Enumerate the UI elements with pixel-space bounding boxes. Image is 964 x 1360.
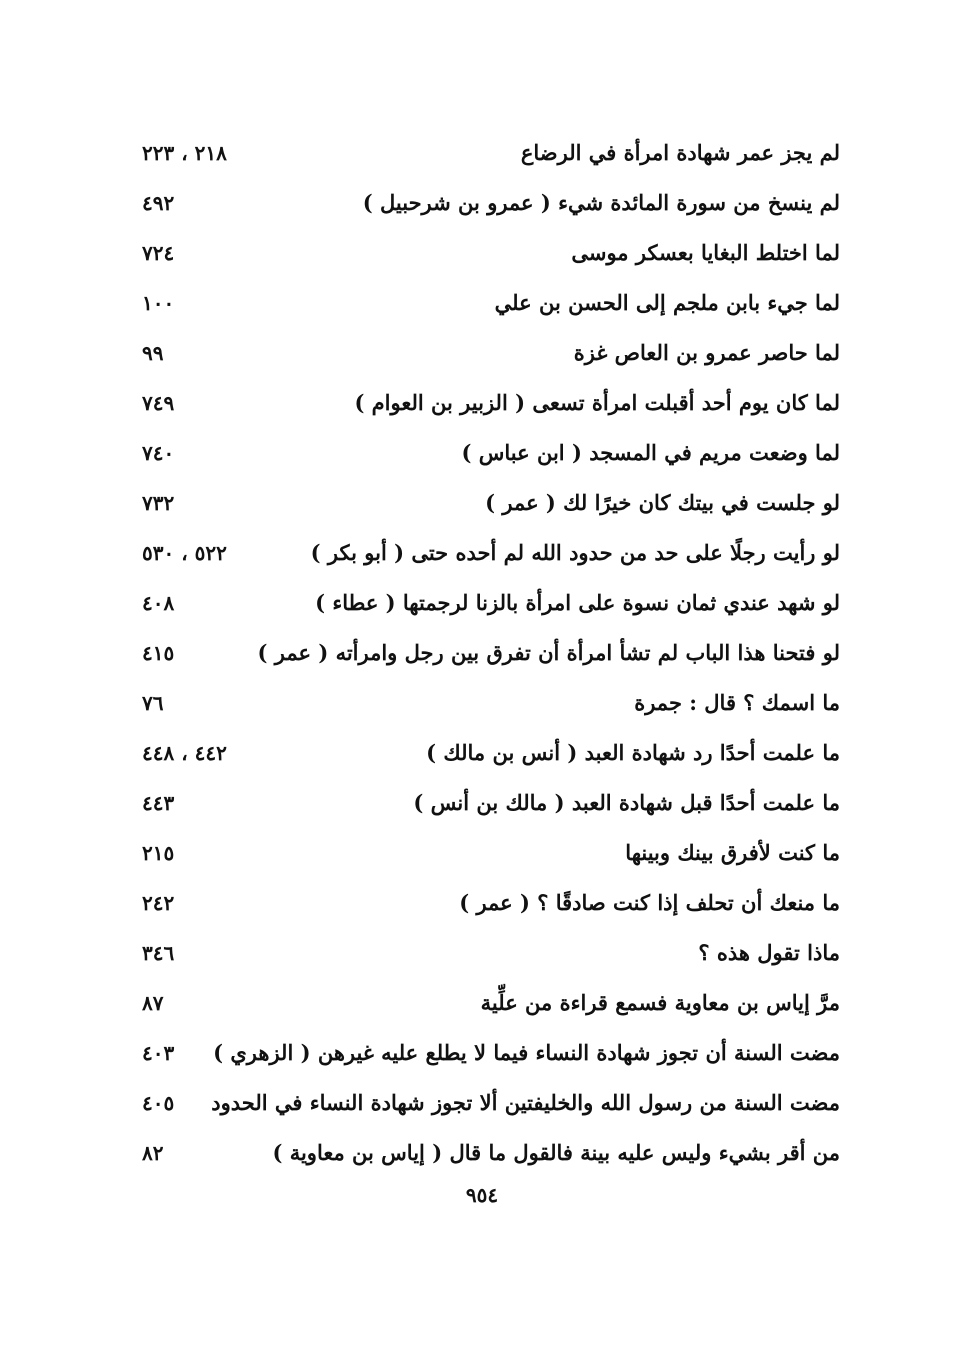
index-entry [130, 778, 840, 828]
entry-text: ما علمت أحدًا رد شهادة العبد ( أنس بن مالك ) [426, 740, 840, 765]
entry-page-refs: ٣٤٦ [142, 941, 175, 965]
entry-text: مرَّ إياس بن معاوية فسمع قراءة من علِّية [480, 990, 840, 1015]
entry-page-refs: ١٠٠ [142, 291, 175, 315]
entry-text: لو فتحنا هذا الباب لم تشأ امرأة أن تفرق بين رجل وامرأته ( عمر ) [257, 640, 840, 665]
entry-text: ما كنت لأفرق بينك وبينها [625, 840, 840, 865]
entry-page-refs: ٤٠٨ [142, 591, 175, 615]
index-entry [130, 128, 840, 178]
index-entry [130, 328, 840, 378]
entry-page-refs: ٤١٥ [142, 641, 175, 665]
index-entry [130, 1128, 840, 1178]
index-entry [130, 728, 840, 778]
entry-text: مضت السنة من رسول الله والخليفتين ألا تجوز شهادة النساء في الحدود [211, 1090, 840, 1115]
entry-text: لما وضعت مريم في المسجد ( ابن عباس ) [461, 440, 840, 465]
index-entry [130, 628, 840, 678]
entry-text: ما علمت أحدًا قبل شهادة العبد ( مالك بن أنس ) [413, 790, 840, 815]
entry-page-refs: ٤٩٢ [142, 191, 175, 215]
entry-text: مضت السنة أن تجوز شهادة النساء فيما لا يطلع عليه غيرهن ( الزهري ) [213, 1040, 840, 1065]
index-entry [130, 978, 840, 1028]
entry-page-refs: ٧٢٤ [142, 241, 175, 265]
entry-page-refs: ٤٤٢ ، ٤٤٨ [142, 741, 227, 765]
entry-text: لو جلست في بيتك كان خيرًا لك ( عمر ) [485, 490, 840, 515]
entry-text: لما كان يوم أحد أقبلت امرأة تسعى ( الزبير بن العوام ) [354, 390, 840, 415]
entry-text: لما اختلط البغايا بعسكر موسى [571, 240, 840, 265]
entry-page-refs: ٧٣٢ [142, 491, 175, 515]
entry-page-refs: ٧٤٩ [142, 391, 175, 415]
index-entry [130, 678, 840, 728]
entry-page-refs: ٨٧ [142, 991, 164, 1015]
page-number: ٩٥٤ [465, 1183, 499, 1207]
entry-page-refs: ٢١٥ [142, 841, 175, 865]
index-entry [130, 878, 840, 928]
entry-text: لو رأيت رجلًا على حد من حدود الله لم أحده حتى ( أبو بكر ) [310, 540, 840, 565]
entry-text: لما جيء بابن ملجم إلى الحسن بن علي [494, 290, 840, 315]
entry-text: لم يجز عمر شهادة امرأة في الرضاع [520, 140, 840, 165]
entry-text: ما منعك أن تحلف إذا كنت صادقًا ؟ ( عمر ) [459, 890, 840, 915]
index-entry [130, 1078, 840, 1128]
entry-text: ماذا تقول هذه ؟ [698, 940, 840, 965]
entry-text: من أقر بشيء وليس عليه بينة فالقول ما قال ( إياس بن معاوية ) [272, 1140, 840, 1165]
index-entry [130, 178, 840, 228]
entry-page-refs: ٢١٨ ، ٢٢٣ [142, 141, 227, 165]
entry-page-refs: ٤٠٥ [142, 1091, 175, 1115]
index-entry [130, 428, 840, 478]
entry-text: ما اسمك ؟ قال : جمرة [634, 690, 840, 715]
index-entry [130, 378, 840, 428]
entry-page-refs: ٥٢٢ ، ٥٣٠ [142, 541, 227, 565]
index-entry-list [130, 128, 840, 1178]
index-entry [130, 528, 840, 578]
index-entry [130, 828, 840, 878]
index-entry [130, 278, 840, 328]
index-entry [130, 1028, 840, 1078]
entry-text: لم ينسخ من سورة المائدة شيء ( عمرو بن شرحبيل ) [362, 190, 840, 215]
index-entry [130, 928, 840, 978]
entry-page-refs: ٢٤٢ [142, 891, 175, 915]
entry-page-refs: ٤٤٣ [142, 791, 175, 815]
entry-page-refs: ٧٦ [142, 691, 164, 715]
entry-page-refs: ٩٩ [142, 341, 164, 365]
entry-text: لما حاصر عمرو بن العاص غزة [573, 340, 840, 365]
entry-text: لو شهد عندي ثمان نسوة على امرأة بالزنا لرجمتها ( عطاء ) [315, 590, 840, 615]
entry-page-refs: ٧٤٠ [142, 441, 175, 465]
index-entry [130, 228, 840, 278]
entry-page-refs: ٤٠٣ [142, 1041, 175, 1065]
index-entry [130, 478, 840, 528]
entry-page-refs: ٨٢ [142, 1141, 164, 1165]
index-entry [130, 578, 840, 628]
